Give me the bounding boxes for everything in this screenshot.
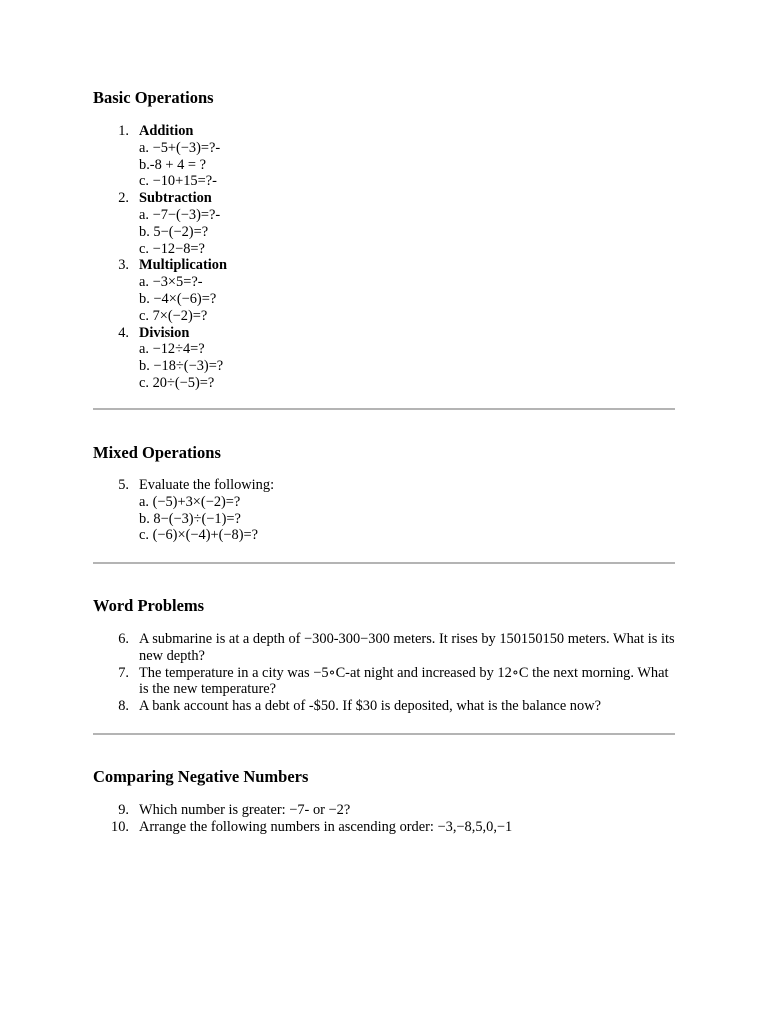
section-heading: Word Problems [93,596,205,615]
section-comparing-negative-numbers [93,767,675,836]
list-item [93,665,675,699]
item-number: 6. [118,631,129,647]
sub-question: a. −5+(−3)=?- [139,139,221,156]
question-list [93,123,675,392]
sub-question: a. (−5)+3×(−2)=? [139,493,241,510]
list-item [93,325,675,392]
sub-question: b. −4×(−6)=? [139,290,217,307]
question-list [93,802,675,836]
list-item [93,631,675,665]
section-divider [93,562,675,564]
list-item [93,477,675,544]
item-text: Arrange the following numbers in ascending order: −3,−8,5,0,−1 [139,818,513,835]
item-text: Evaluate the following: [139,477,275,493]
sub-question: c. −12−8=? [139,240,205,257]
sub-question: b. 8−(−3)÷(−1)=? [139,510,241,527]
item-number: 9. [118,802,129,818]
section-heading: Mixed Operations [93,443,221,462]
item-number: 8. [118,698,129,715]
list-item [93,123,675,190]
sub-question: a. −7−(−3)=?- [139,206,221,223]
list-item [93,819,675,836]
sub-question: a. −3×5=?- [139,274,203,291]
list-item [93,802,675,819]
sub-question: a. −12÷4=? [139,341,205,358]
item-number: 1. [118,123,129,139]
item-number: 2. [118,190,129,207]
item-title: Division [139,324,190,341]
question-list [93,477,675,544]
sub-question: c. 20÷(−5)=? [139,374,215,391]
question-list [93,631,675,715]
item-number: 3. [118,257,129,274]
sub-question: c. (−6)×(−4)+(−8)=? [139,527,259,544]
sub-question: b. −18÷(−3)=? [139,358,224,375]
item-text: Which number is greater: −7- or −2? [139,802,351,818]
section-heading: Basic Operations [93,88,214,107]
item-number: 4. [118,324,129,341]
item-title: Subtraction [139,190,212,207]
item-title: Multiplication [139,257,227,274]
section-divider [93,733,675,735]
item-text: The temperature in a city was −5∘C-at night and increased by 12∘C the next morning. What is the new temperature? [139,664,669,698]
sub-question: c. −10+15=?- [139,173,217,190]
item-number: 7. [118,664,129,681]
item-number: 10. [111,818,129,835]
list-item [93,698,675,715]
sub-question: b. 5−(−2)=? [139,223,209,240]
section-heading: Comparing Negative Numbers [93,767,309,786]
item-number: 5. [118,477,129,493]
section-mixed-operations [93,443,675,544]
section-basic-operations [93,88,675,392]
section-word-problems [93,596,675,715]
item-text: A bank account has a debt of -$50. If $30 is deposited, what is the balance now? [139,698,601,715]
list-item [93,257,675,324]
list-item [93,190,675,257]
sub-question: b.-8 + 4 = ? [139,156,206,173]
item-title: Addition [139,123,194,139]
section-divider [93,408,675,410]
item-text: A submarine is at a depth of −300-300−300 meters. It rises by 150150150 meters. What is its new depth? [139,631,675,664]
sub-question: c. 7×(−2)=? [139,307,208,324]
